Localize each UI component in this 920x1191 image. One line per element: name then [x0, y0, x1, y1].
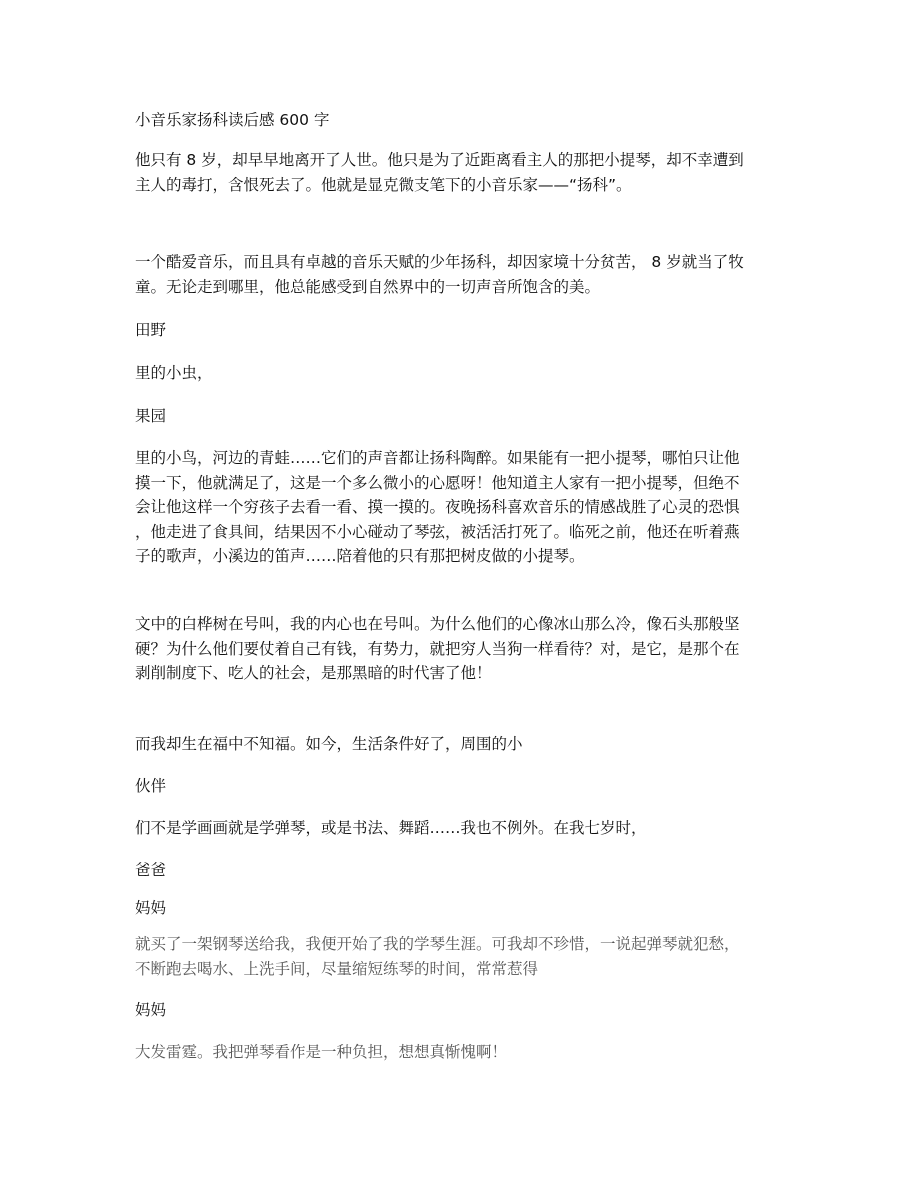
paragraph — [135, 732, 825, 757]
paragraph — [135, 148, 825, 197]
paragraph-line: 里的小鸟，河边的青蛙……它们的声音都让扬科陶醉。如果能有一把小提琴，哪怕只让他 — [135, 449, 740, 467]
paragraph-line: 爸爸 — [135, 861, 167, 879]
paragraph — [135, 774, 825, 799]
paragraph-line: 果园 — [135, 407, 167, 425]
paragraph-line: 田野 — [135, 321, 167, 339]
paragraph — [135, 858, 825, 883]
paragraph-line: 子的歌声，小溪边的笛声……陪着他的只有那把树皮做的小提琴。 — [135, 547, 585, 565]
paragraph — [135, 318, 825, 343]
paragraph-line: 大发雷霆。我把弹琴看作是一种负担，想想真惭愧啊！ — [135, 1043, 508, 1061]
paragraph-line: 主人的毒打，含恨死去了。他就是显克微支笔下的小音乐家——“扬科”。 — [135, 175, 632, 194]
paragraph-line: 们不是学画画就是学弹琴，或是书法、舞蹈……我也不例外。在我七岁时， — [135, 819, 647, 837]
paragraph-line: 文中的白桦树在号叫，我的内心也在号叫。为什么他们的心像冰山那么冷，像石头那般坚 — [135, 615, 740, 633]
paragraph-line: ，他走进了食具间，结果因不小心碰动了琴弦，被活活打死了。临死之前，他还在听着燕 — [135, 522, 740, 541]
paragraph-line: 不断跑去喝水、上洗手间，尽量缩短练琴的时间，常常惹得 — [135, 959, 539, 978]
paragraph — [135, 446, 825, 569]
paragraph — [135, 998, 825, 1023]
paragraph-line: 童。无论走到哪里，他总能感受到自然界中的一切声音所饱含的美。 — [135, 277, 601, 296]
title-text: 小音乐家扬科读后感 600 字 — [135, 111, 330, 129]
paragraph — [135, 1040, 825, 1065]
paragraph-line: 剥削制度下、吃人的社会，是那黑暗的时代害了他！ — [135, 664, 492, 682]
paragraph — [135, 816, 825, 841]
paragraph-line: 伙伴 — [135, 777, 167, 795]
paragraph — [135, 250, 825, 299]
document-title — [135, 108, 825, 133]
paragraph — [135, 404, 825, 429]
paragraph-line: 会让他这样一个穷孩子去看一看、摸一摸的。夜晚扬科喜欢音乐的情感战胜了心灵的恐惧 — [135, 498, 740, 516]
paragraph-line: 一个酷爱音乐，而且具有卓越的音乐天赋的少年扬科，却因家境十分贫苦， 8 岁就当了牧 — [135, 253, 744, 271]
paragraph-line: 而我却生在福中不知福。如今，生活条件好了，周围的小 — [135, 735, 523, 753]
paragraph-line: 就买了一架钢琴送给我，我便开始了我的学琴生涯。可我却不珍惜，一说起弹琴就犯愁， — [135, 935, 740, 953]
paragraph — [135, 612, 825, 686]
paragraph — [135, 361, 825, 386]
paragraph-line: 里的小虫， — [135, 364, 213, 382]
paragraph — [135, 932, 825, 981]
paragraph-line: 妈妈 — [135, 899, 167, 917]
paragraph-line: 硬？为什么他们要仗着自己有钱，有势力，就把穷人当狗一样看待？对，是它，是那个在 — [135, 639, 740, 658]
paragraph-line: 他只有 8 岁，却早早地离开了人世。他只是为了近距离看主人的那把小提琴，却不幸遭到 — [135, 151, 744, 169]
paragraph-line: 妈妈 — [135, 1001, 167, 1019]
paragraph — [135, 896, 825, 921]
paragraph-line: 摸一下，他就满足了，这是一个多么微小的心愿呀！他知道主人家有一把小提琴，但绝不 — [135, 473, 740, 492]
